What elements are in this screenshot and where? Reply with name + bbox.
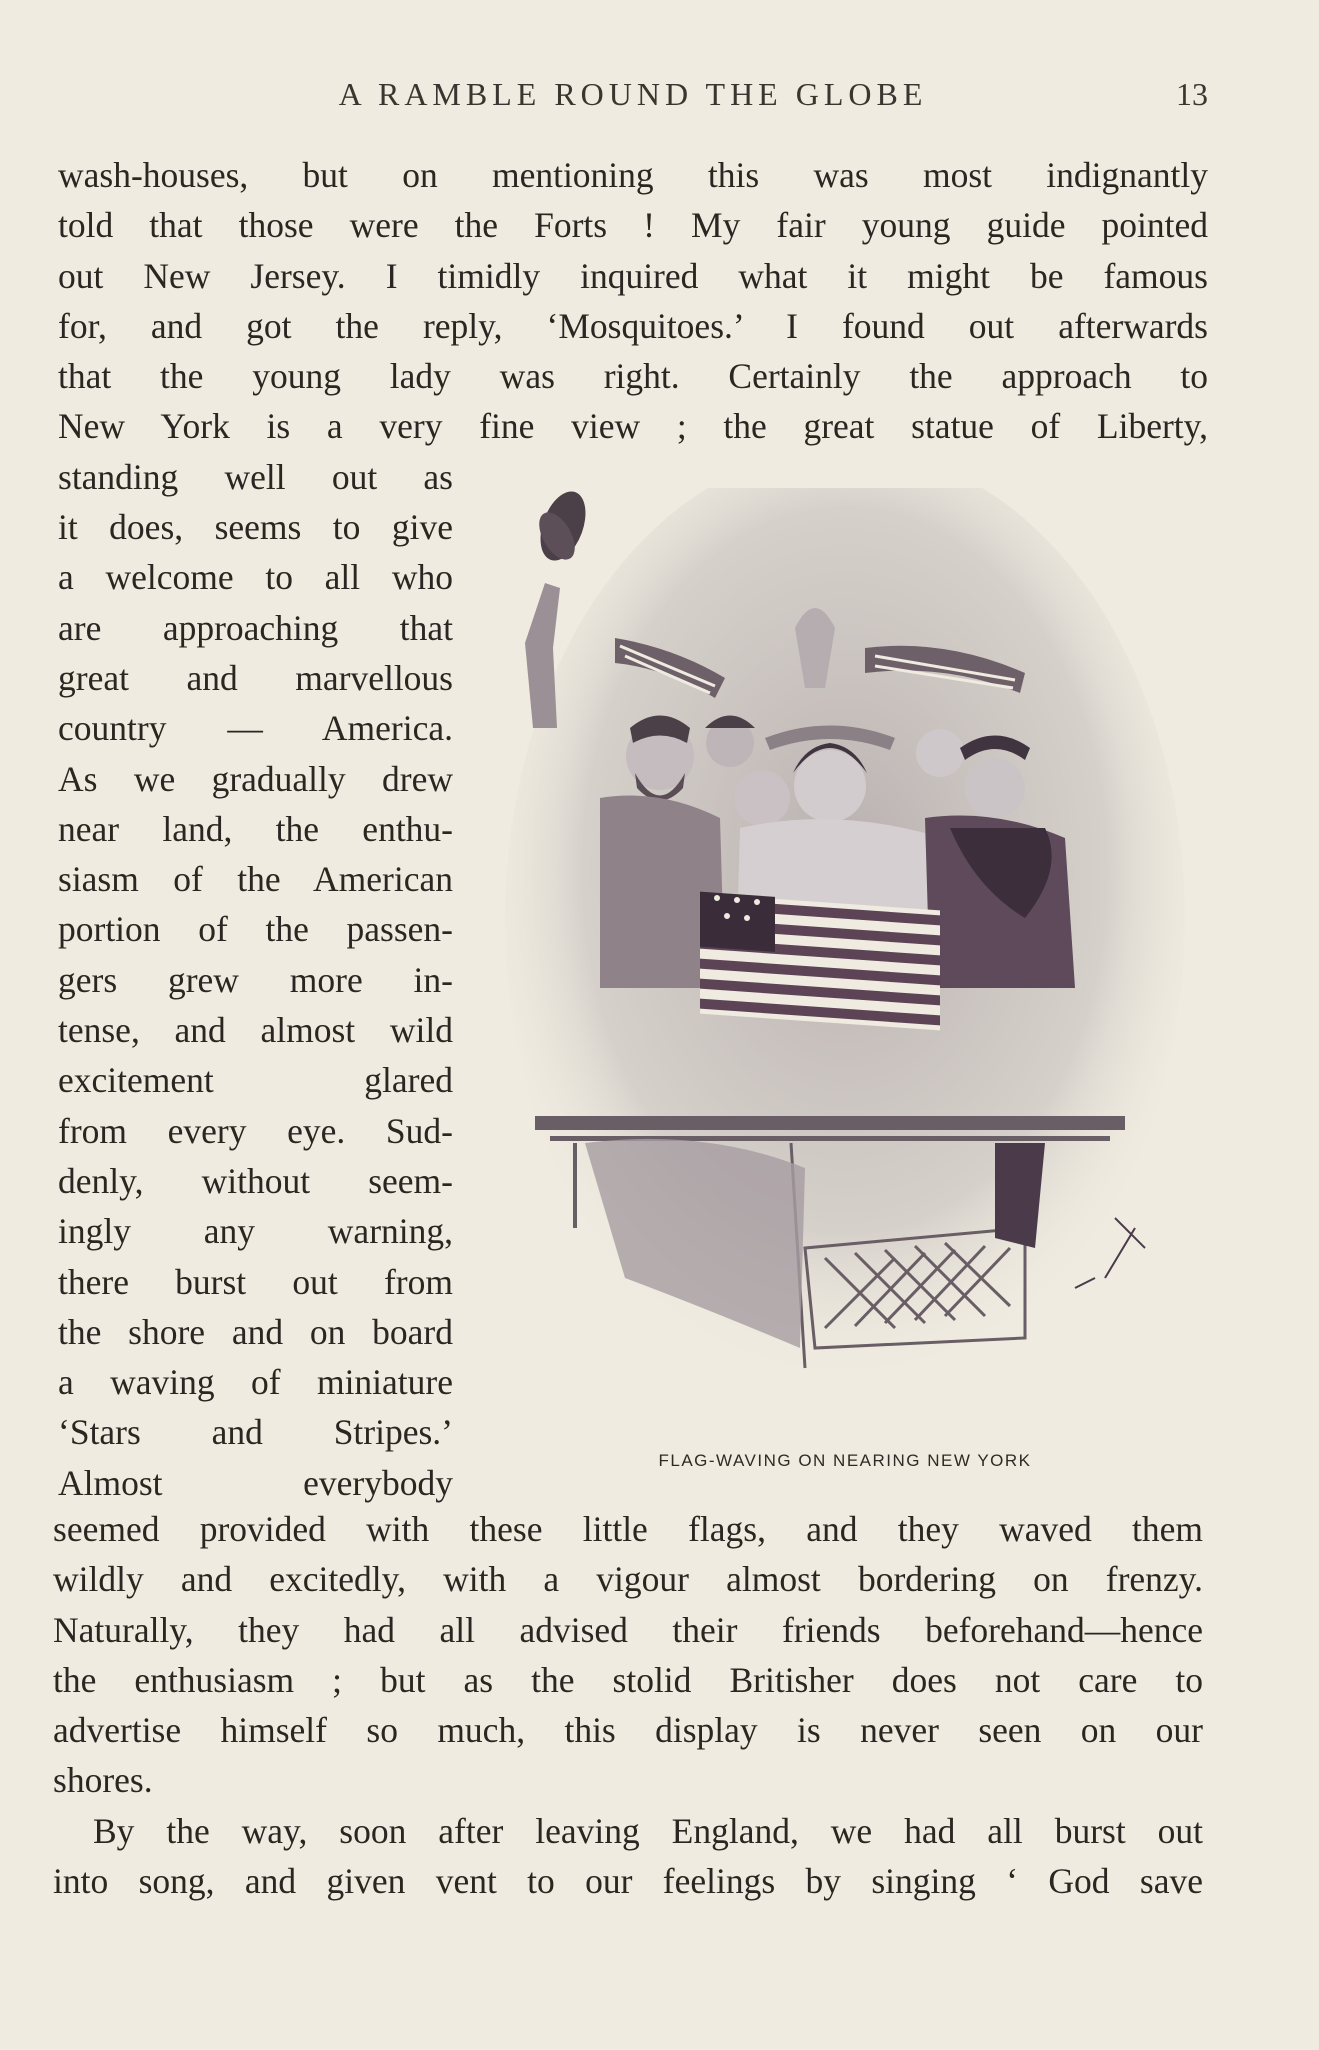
page-header [58,76,1208,120]
text-line: that the young lady was right. Certainly the approach to [58,356,1208,397]
text-line: from every eye. Sud- [58,1110,453,1151]
text-line: advertise himself so much, this display is never seen on our [53,1710,1203,1751]
text-line: Naturally, they had all advised their friends beforehand—hence [53,1609,1203,1650]
text-line: gers grew more in- [58,959,453,1000]
illustration-flag-waving [505,488,1185,1408]
text-line: out New Jersey. I timidly inquired what it might be famous [58,255,1208,296]
text-line: As we gradually drew [58,758,453,799]
illustration-drawing [505,488,1185,1408]
text-line: standing well out as [58,456,453,497]
text-line: into song, and given vent to our feelings by singing ‘ God save [53,1861,1203,1902]
text-line: a welcome to all who [58,557,453,598]
running-title: A RAMBLE ROUND THE GLOBE [338,76,928,112]
text-line: By the way, soon after leaving England, we had all burst out [93,1810,1203,1851]
text-line: portion of the passen- [58,909,453,950]
text-line: great and marvellous [58,657,453,698]
text-line: shores. [53,1760,153,1801]
flag-icon [700,892,940,1031]
text-line: for, and got the reply, ‘Mosquitoes.’ I found out afterwards [58,305,1208,346]
text-line: there burst out from [58,1261,453,1302]
text-line: ingly any warning, [58,1211,453,1252]
text-line: country — America. [58,708,453,749]
text-line: ‘Stars and Stripes.’ [58,1412,453,1453]
text-line: wash-houses, but on mentioning this was most indignantly [58,155,1208,195]
text-line: near land, the enthu- [58,808,453,849]
text-line: a waving of miniature [58,1362,453,1403]
text-line: it does, seems to give [58,507,453,548]
wrapped-text-block [58,452,453,1508]
text-line: denly, without seem- [58,1160,453,1201]
text-line: the enthusiasm ; but as the stolid Britisher does not care to [53,1659,1203,1700]
text-line: New York is a very fine view ; the great statue of Liberty, [58,406,1208,447]
text-line: siasm of the American [58,859,453,900]
body-text-lower [53,1504,1203,1906]
text-line: excitement glared [58,1060,453,1101]
text-line: the shore and on board [58,1311,453,1352]
text-line: tense, and almost wild [58,1010,453,1051]
text-line: wildly and excitedly, with a vigour almost bordering on frenzy. [53,1559,1203,1600]
text-line: are approaching that [58,607,453,648]
page-number: 13 [1176,76,1208,112]
text-line: Almost everybody [58,1462,453,1503]
text-line: seemed provided with these little flags, and they waved them [53,1509,1203,1549]
figure-caption: FLAG-WAVING ON NEARING NEW YORK [658,1451,1032,1470]
hat-icon [532,488,594,567]
text-line: told that those were the Forts ! My fair young guide pointed [58,205,1208,246]
